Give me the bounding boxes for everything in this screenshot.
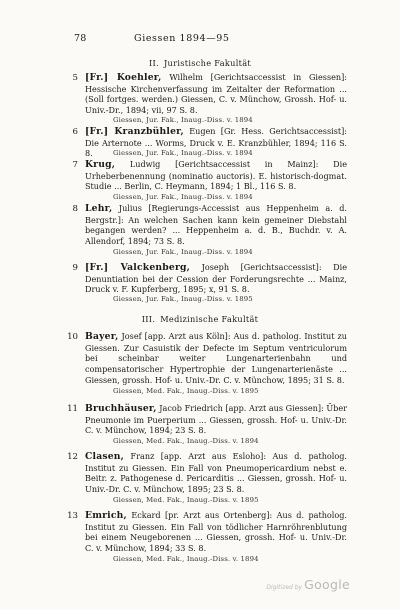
- entry-note: Giessen, Med. Fak., Inaug.-Diss. v. 1894: [113, 555, 259, 563]
- entry-note: Giessen, Med. Fak., Inaug.-Diss. v. 1894: [113, 437, 259, 445]
- author-name: Lehr,: [85, 203, 113, 214]
- entry-note: Giessen, Jur. Fak., Inaug.-Diss. v. 1894: [113, 149, 253, 157]
- entry-citation: Ludwig [Gerichtsaccessist in Mainz]: Die Urheberbenennung (nominatio auctoris). E. historisch-dogmat. Studie ... Berlin, C. Heymann, 1894; 1 Bl., 116 S. 8.: [85, 159, 347, 192]
- entry-number: 6: [72, 127, 78, 137]
- entry-citation: Franz [app. Arzt aus Esloho]: Aus d. patholog. Institut zu Giessen. Ein Fall von Pneumopericardium nebst e. Beitr. z. Pathogenese d. Pericarditis ... Giessen, grossh. Hof- u. Univ.-Dr. C. v. Münchow, 1895; 23 S. 8.: [85, 451, 348, 495]
- entry-note: Giessen, Med. Fak., Inaug.-Diss. v. 1895: [113, 496, 259, 504]
- entry-text: [85, 262, 347, 295]
- entry-text: [85, 331, 347, 386]
- entry-text: [85, 159, 347, 192]
- entry-text: [85, 403, 347, 436]
- section-numeral: III.: [141, 314, 156, 324]
- entry-number: 9: [72, 263, 78, 273]
- entry-note: Giessen, Jur. Fak., Inaug.-Diss. v. 1894: [113, 248, 253, 256]
- entry-text: [85, 451, 347, 495]
- author-name: Emrich,: [85, 510, 127, 521]
- running-header: [74, 33, 304, 49]
- author-name: Clasen,: [85, 451, 125, 462]
- entry-number: 13: [67, 511, 78, 521]
- entry-number: 5: [72, 73, 78, 83]
- author-name: Bruchhäuser,: [85, 403, 157, 414]
- entry-note: Giessen, Jur. Fak., Inaug.-Diss. v. 1895: [113, 295, 253, 303]
- author-name: [Fr.] Kranzbühler,: [85, 126, 184, 137]
- entry-citation: Julius [Regierungs-Accessist aus Heppenheim a. d. Bergstr.]: An welchen Sachen kann kein gemeiner Diebstahl begangen werden? ... Heppenheim a. d. B., Buchdr. v. A. Allendorf, 1894; 73 S. 8.: [85, 203, 348, 247]
- section-title: Juristische Fakultät: [163, 58, 251, 68]
- author-name: Bayer,: [85, 331, 119, 342]
- author-name: [Fr.] Koehler,: [85, 72, 162, 83]
- google-logo: Google: [304, 577, 350, 592]
- entry-text: [85, 203, 347, 247]
- entry-citation: Wilhelm [Gerichtsaccessist in Giessen]: Hessische Kirchenverfassung im Zeitalter der Reformation ... (Soll fortges. werden.) Giessen, C. v. Münchow, Grossh. Hof- u. Univ.-Dr., 1894; vii, 97 S. 8.: [85, 72, 348, 116]
- running-title: Giessen 1894—95: [134, 33, 230, 44]
- watermark-digitized: Digitized by: [266, 584, 303, 591]
- entry-number: 10: [67, 332, 78, 342]
- author-name: [Fr.] Valckenberg,: [85, 262, 191, 273]
- entry-citation: Eckard [pr. Arzt aus Ortenberg]: Aus d. patholog. Institut zu Giessen. Ein Fall von tödlicher Harnröhrenblutung bei einem Neugeborenen ... Giessen, grossh. Hof- u. Univ.-Dr. C. v. Münchow, 1894; 33 S. 8.: [85, 510, 347, 554]
- entry-citation: Josef [app. Arzt aus Köln]: Aus d. patholog. Institut zu Giessen. Zur Casuistik der Defecte im Septum ventriculorum bei scheinbar weiter Lungenarterienbahn und compensatorischer Hypertrophie der Lungenarterienäste ... Giessen, grossh. Hof- u. Univ.-Dr. C. v. Münchow, 1895; 31 S. 8.: [85, 331, 347, 385]
- section-heading-medizinische: [0, 314, 400, 324]
- entry-note: Giessen, Jur. Fak., Inaug.-Diss. v. 1894: [113, 116, 253, 124]
- entry-number: 8: [72, 204, 78, 214]
- entry-note: Giessen, Med. Fak., Inaug.-Diss. v. 1895: [113, 387, 259, 395]
- entry-number: 7: [72, 160, 78, 170]
- entry-citation: Joseph [Gerichtsaccessist]: Die Denuntiation bei der Cession der Forderungsrechte ... Mainz, Druck v. F. Kupferberg, 1895; x, 91 S. 8.: [85, 262, 347, 295]
- entry-note: Giessen, Jur. Fak., Inaug.-Diss. v. 1894: [113, 193, 253, 201]
- entry-citation: Eugen [Gr. Hess. Gerichtsaccessist]: Die Arternote ... Worms, Druck v. E. Kranzbühler, 1894; 116 S. 8.: [85, 126, 347, 159]
- section-heading-juristische: [0, 58, 400, 68]
- entry-number: 12: [67, 452, 78, 462]
- entry-text: [85, 72, 347, 116]
- author-name: Krug,: [85, 159, 116, 170]
- section-title: Medizinische Fakultät: [160, 314, 259, 324]
- entry-text: [85, 510, 347, 554]
- page-number: 78: [74, 33, 87, 44]
- google-watermark: [266, 574, 350, 593]
- entry-number: 11: [67, 404, 78, 414]
- entry-citation: Jacob Friedrich [app. Arzt aus Giessen]: Über Pneumonie im Puerperium ... Giessen, grossh. Hof- u. Univ.-Dr. C. v. Münchow, 1894; 23 S. 8.: [85, 403, 347, 436]
- section-numeral: II.: [148, 58, 159, 68]
